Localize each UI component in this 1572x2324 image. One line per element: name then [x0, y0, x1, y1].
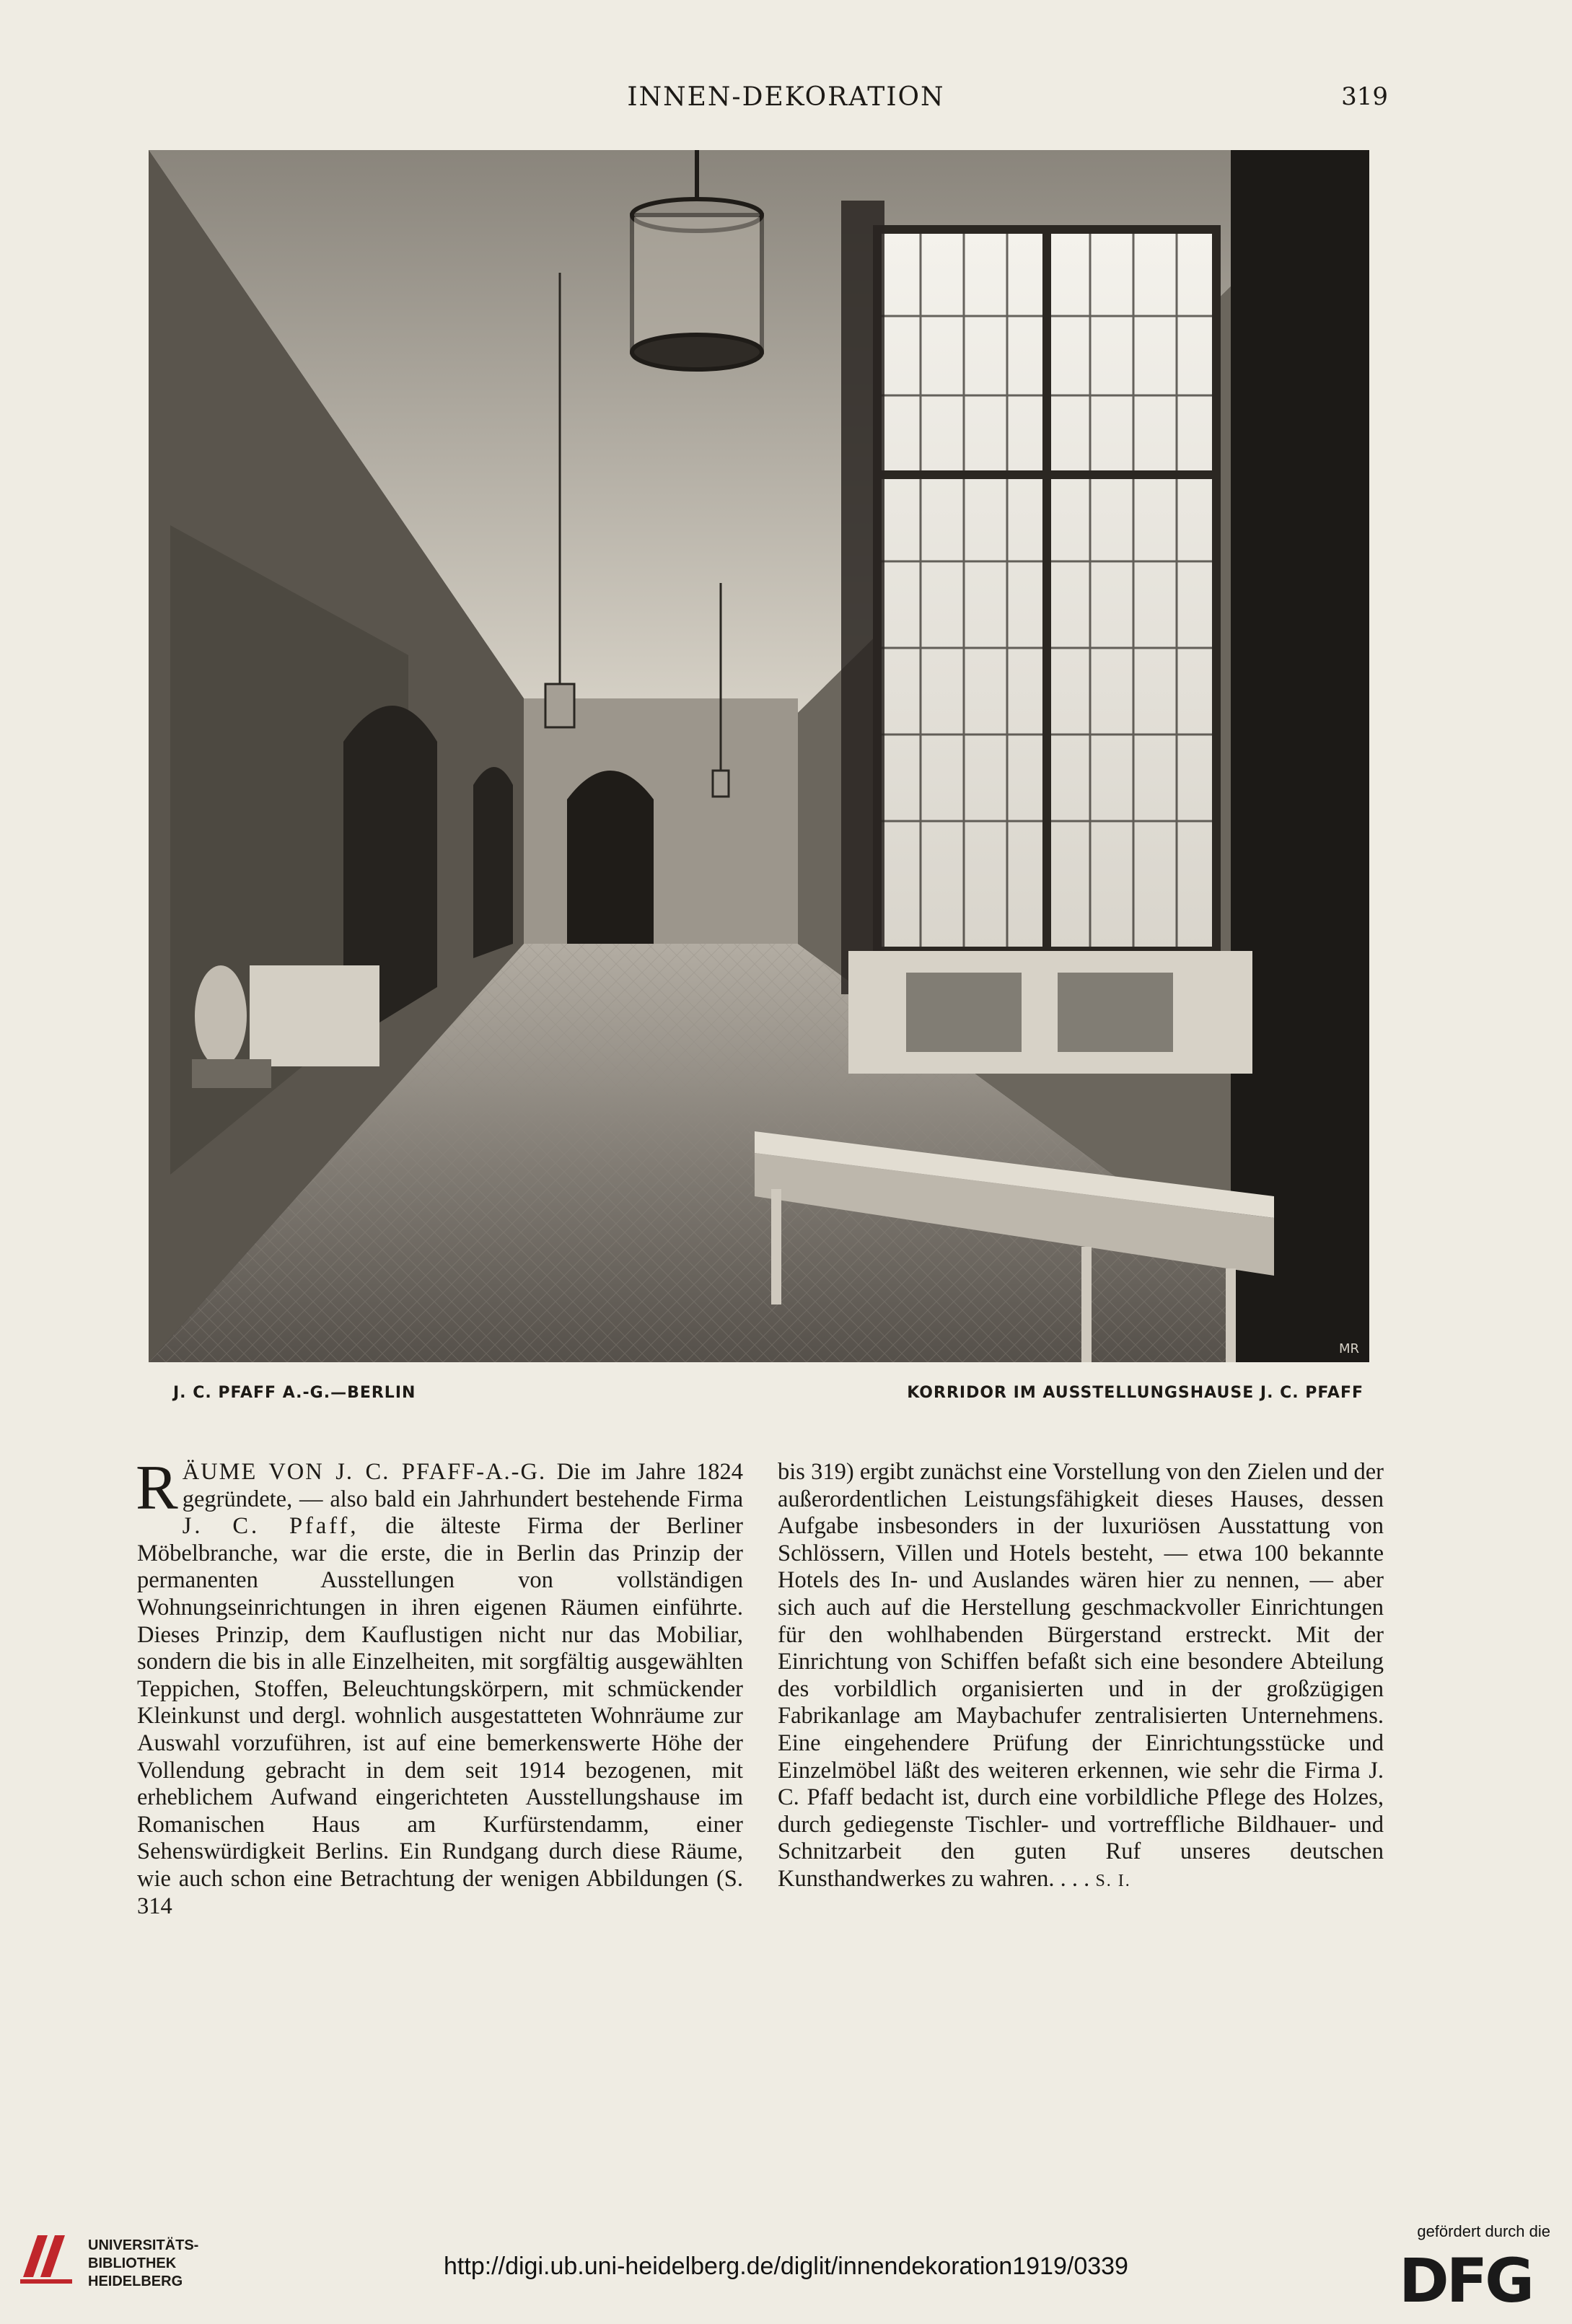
article-body	[136, 1453, 1395, 1935]
article-column-left	[136, 1453, 743, 1920]
page-number: 319	[1341, 82, 1388, 111]
paragraph-part: die älteste Firma der Berliner Möbelbranche, war die erste, die in Berlin das Prinzip der permanenten Ausstellungen von vollständigen Wohnungseinrichtungen in ihren eigenen Räumen einführte. Dieses Prinzip, dem Kauflustigen nicht nur das Mobiliar, sondern die bis in alle Einzelheiten, mit sorgfältig ausgewählten Teppichen, Stoffen, Beleuchtungskörpern, mit schmückender Kleinkunst und dergl. wohnlich ausgestatteten Wohnräume zur Auswahl vorzuführen, ist auf eine bemerkenswerte Höhe der Vollendung gebracht in dem seit 1914 bezogenen, mit erheblichem Aufwand eingerichteten Ausstellungshause im Romanischen Haus am Kurfürstendamm, einer Sehenswürdigkeit Berlins. Ein Rundgang durch diese Räume, wie auch schon eine Betrachtung der wenigen Abbildungen (S. 314	[137, 1513, 743, 1919]
page-header	[0, 78, 1572, 121]
corridor-photograph	[149, 150, 1369, 1362]
corridor-illustration	[149, 150, 1369, 1362]
firm-name: J. C. Pfaff,	[182, 1513, 359, 1540]
page-footer	[0, 2193, 1572, 2324]
figure-captions	[173, 1384, 1364, 1413]
author-signature: S. I.	[1095, 1871, 1131, 1890]
left-chest	[250, 965, 379, 1066]
source-url-link[interactable]: http://digi.ub.uni-heidelberg.de/diglit/innendekoration1919/0339	[444, 2253, 1128, 2280]
library-name-line: UNIVERSITÄTS-	[88, 2237, 199, 2253]
far-arch	[567, 771, 654, 944]
library-name-line: BIBLIOTHEK	[88, 2255, 177, 2271]
photo-credit-mark: MR	[1338, 1341, 1359, 1356]
dfg-logo-text: DFG	[1399, 2253, 1532, 2309]
article-column-right	[778, 1459, 1384, 1895]
library-name-line: HEIDELBERG	[88, 2273, 183, 2289]
running-title: INNEN-DEKORATION	[627, 82, 945, 112]
lead-in: ÄUME VON J. C. PFAFF-A.-G.	[182, 1459, 547, 1485]
drop-cap: R	[136, 1453, 178, 1523]
curtain	[1231, 150, 1369, 1362]
far-wall	[524, 698, 798, 944]
paragraph-continuation: bis 319) ergibt zunächst eine Vorstellung von den Zielen und der außerordentlichen Leistungsfähigkeit dieses Hauses, dessen Aufgabe insbesonders in der luxuriösen Ausstattung von Schlössern, Villen und Hotels besteht, — etwa 100 bekannte Hotels des In- und Auslandes wären hier zu nennen, — aber sich auch auf die Herstellung geschmackvoller Einrichtungen für den wohlhabenden Bürgerstand erstreckt. Mit der Einrichtung von Schiffen befaßt sich eine besondere Abteilung des vorbildlich organisierten und in der großzügigen Fabrikanlage am Maybachufer zentralisierten Unternehmens. Eine eingehendere Prüfung der Einrichtungsstücke und Einzelmöbel läßt des weiteren erkennen, wie sehr die Firma J. C. Pfaff bedacht ist, durch eine vorbildliche Pflege des Holzes, durch gediegenste Tischler- und vortreffliche Bildhauer- und Schnitzarbeit den guten Ruf unseres deutschen Kunsthandwerkes zu wahren. . . .	[778, 1459, 1384, 1892]
funded-by-label: gefördert durch die	[1417, 2222, 1550, 2240]
caption-company: J. C. PFAFF A.-G.—BERLIN	[173, 1384, 416, 1402]
caption-title: KORRIDOR IM AUSSTELLUNGSHAUSE J. C. PFAFF	[907, 1384, 1364, 1402]
paragraph-part: Die im Jahre 1824 gegründete, — also bald ein Jahrhundert bestehende Firma	[182, 1459, 743, 1512]
dfg-logo-icon	[1399, 2253, 1547, 2309]
